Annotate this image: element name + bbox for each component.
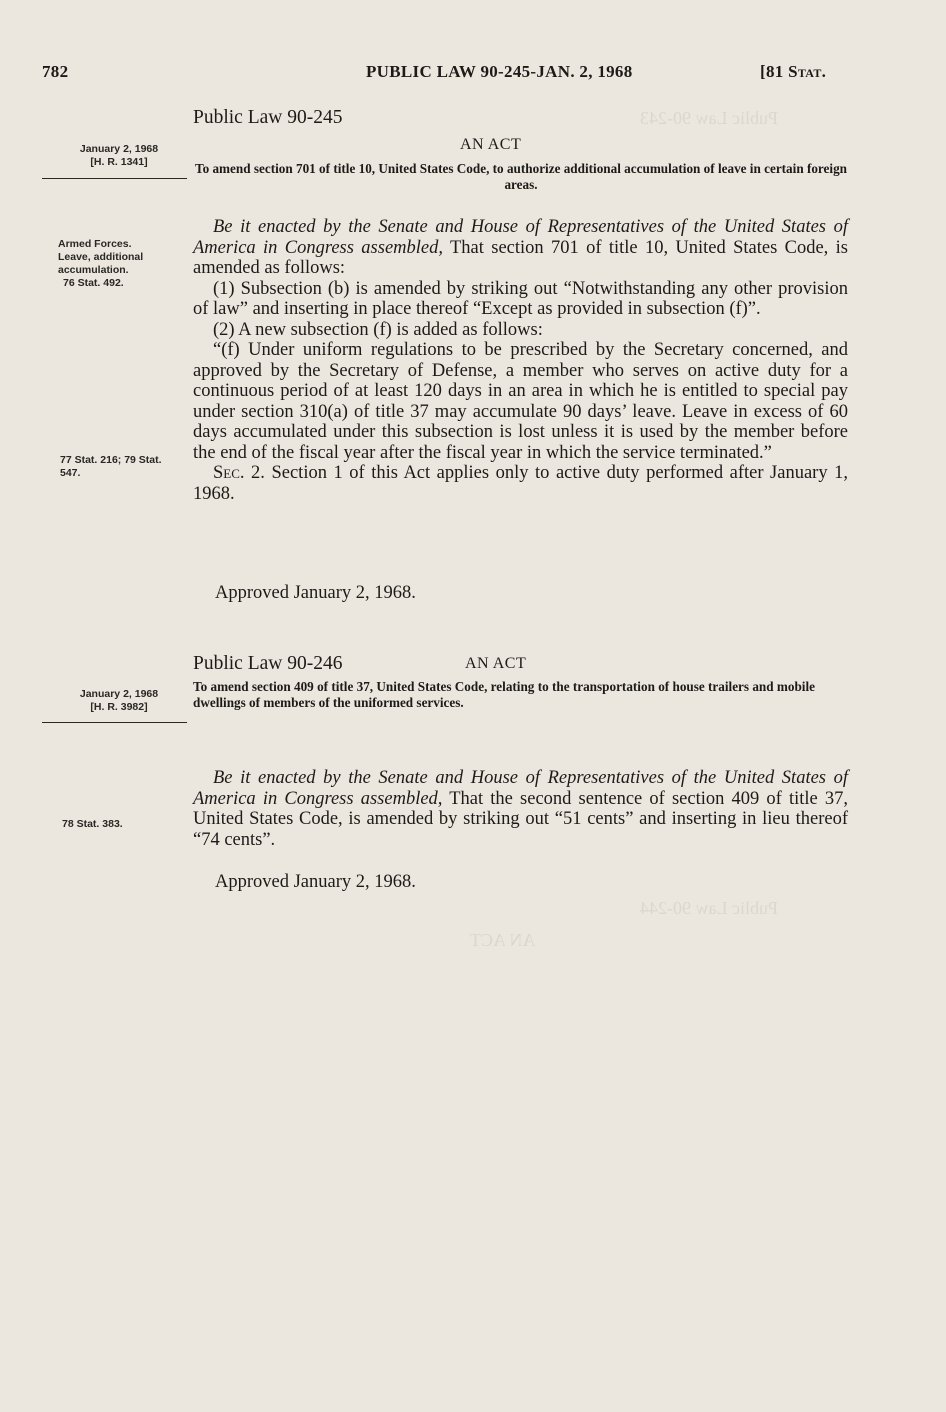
law2-act-label: AN ACT [465, 655, 527, 672]
bleed-through-text: Public Law 90-244 [640, 898, 778, 918]
law1-date: January 2, 1968 [79, 143, 159, 155]
law-title-90-246: Public Law 90-246 [193, 653, 343, 674]
law1-bill: [H. R. 1341] [90, 156, 148, 168]
law1-date-note [56, 143, 182, 169]
law2-date: January 2, 1968 [79, 688, 159, 700]
law1-sec2-label: Sec. 2. [213, 463, 265, 483]
law1-purpose: To amend section 701 of title 10, United States Code, to authorize additional accumulation of leave in certain foreign areas. [194, 161, 847, 192]
law2-margin-note: 78 Stat. 383. [62, 818, 123, 830]
law2-approved: Approved January 2, 1968. [215, 872, 416, 892]
statute-volume: [81 Stat. [760, 62, 827, 81]
margin-rule [42, 722, 187, 723]
law1-body [193, 217, 848, 504]
law2-enacting-rest: That the second sentence of section 409 of title 37, United States Code, is amended by striking out “51 cents” and inserting in lieu thereof “74 cents”. [193, 788, 848, 850]
law2-bill: [H. R. 3982] [90, 701, 148, 713]
law1-margin-ref: 76 Stat. 492. [63, 277, 124, 289]
law1-act-label: AN ACT [460, 136, 522, 153]
law-title-90-245: Public Law 90-245 [193, 107, 343, 128]
law1-sec2-text: Section 1 of this Act applies only to active duty performed after January 1, 1968. [193, 463, 848, 504]
law2-purpose: To amend section 409 of title 37, United States Code, relating to the transportation of house trailers and mobile dwellings of members of the uniformed services. [193, 679, 815, 710]
law1-margin-note-2: 77 Stat. 216; 79 Stat. 547. [60, 454, 162, 479]
bleed-through-text: AN ACT [470, 930, 536, 950]
bleed-through-text: Public Law 90-243 [640, 108, 778, 128]
law2-body [193, 768, 848, 850]
law1-para-3: “(f) Under uniform regulations to be prescribed by the Secretary concerned, and approved by the Secretary of Defense, a member who serves on active duty for a continuous period of at least 120 days in an area in which he is entitled to special pay under section 310(a) of title 37 may accumulate 90 days’ leave. Leave in excess of 60 days accumulated under this subsection is lost unless it is used by the member before the end of the fiscal year after the fiscal year in which the service terminated.” [193, 340, 848, 463]
law1-margin-topic: Armed Forces. Leave, additional accumulation. [58, 238, 144, 276]
margin-rule [42, 178, 187, 179]
law1-para-2: (2) A new subsection (f) is added as follows: [213, 319, 543, 340]
law1-enacting-clause: Be it enacted by the Senate and House of Representatives of the United States of America in Congress assembled, [193, 217, 848, 258]
law1-margin-note-1 [58, 238, 178, 290]
running-title: PUBLIC LAW 90-245-JAN. 2, 1968 [366, 62, 633, 81]
law2-date-note [56, 688, 182, 714]
law1-para-1: (1) Subsection (b) is amended by striking out “Notwithstanding any other provision of law” and inserting in place thereof “Except as provided in subsection (f)”. [193, 278, 848, 319]
page-number: 782 [42, 62, 69, 81]
law1-enacting-rest: That section 701 of title 10, United States Code, is amended as follows: [193, 237, 848, 278]
law2-enacting-clause: Be it enacted by the Senate and House of Representatives of the United States of America in Congress assembled, [193, 768, 848, 809]
law1-approved: Approved January 2, 1968. [215, 583, 416, 603]
